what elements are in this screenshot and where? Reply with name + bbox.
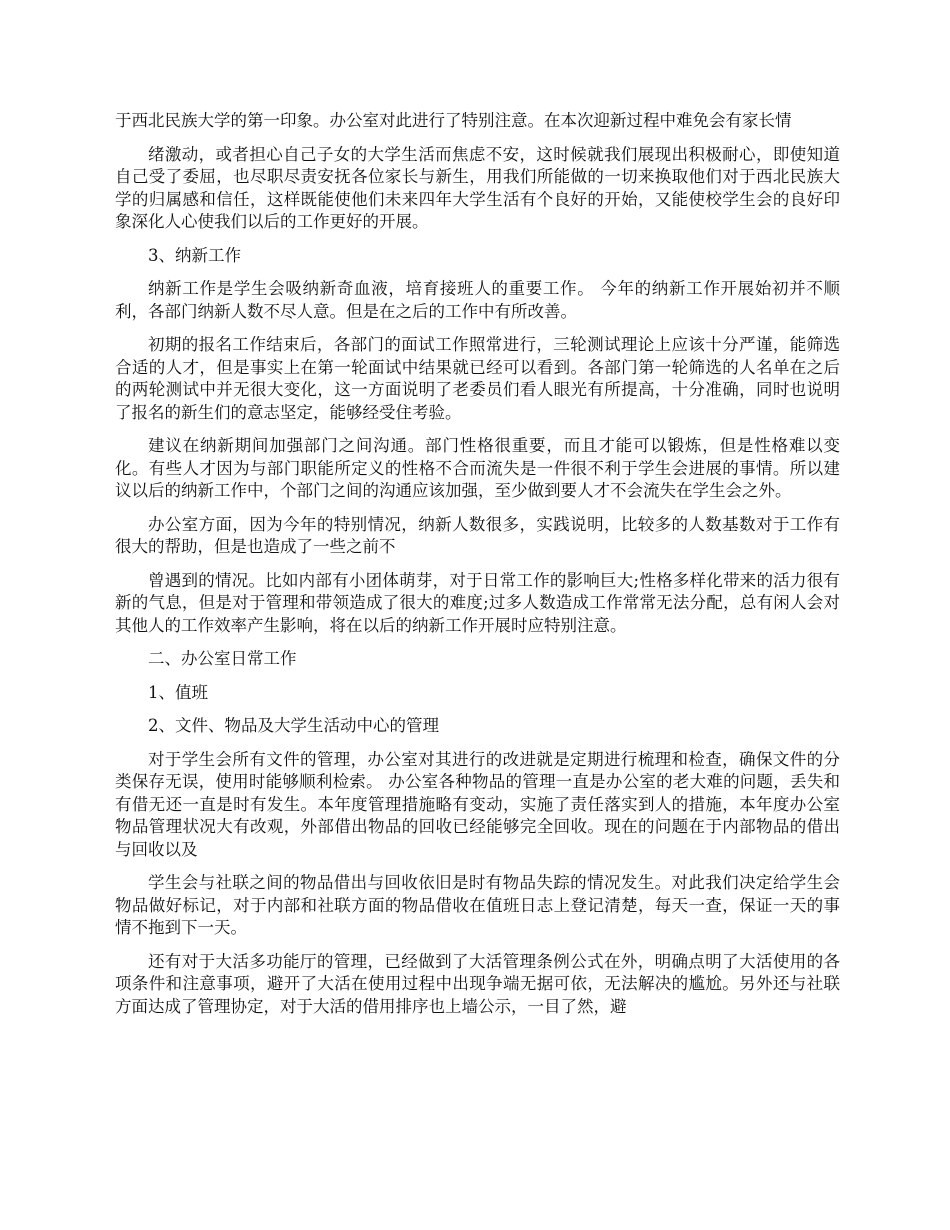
paragraph: 还有对于大活多功能厅的管理，已经做到了大活管理条例公式在外，明确点明了大活使用的各项条件和注意事项，避开了大活在使用过程中出现争端无据可依，无法解决的尴尬。另外还与社联方面达成了管理协定，对于大活的借用排序也上墙公示，一目了然，避 <box>115 951 840 1016</box>
document-page <box>115 110 840 1029</box>
paragraph: 建议在纳新期间加强部门之间沟通。部门性格很重要，而且才能可以锻炼，但是性格难以变化。有些人才因为与部门职能所定义的性格不合而流失是一件很不利于学生会进展的事情。所以建议以后的纳新工作中，个部门之间的沟通应该加强，至少做到要人才不会流失在学生会之外。 <box>115 436 840 500</box>
paragraph: 办公室方面，因为今年的特别情况，纳新人数很多，实践说明，比较多的人数基数对于工作有很大的帮助，但是也造成了一些之前不 <box>115 514 840 556</box>
paragraph: 曾遇到的情况。比如内部有小团体萌芽，对于日常工作的影响巨大;性格多样化带来的活力很有新的气息，但是对于管理和带领造成了很大的难度;过多人数造成工作常常无法分配，总有闲人会对其他人的工作效率产生影响，将在以后的纳新工作开展时应特别注意。 <box>115 570 840 635</box>
paragraph: 纳新工作是学生会吸纳新奇血液，培育接班人的重要工作。 今年的纳新工作开展始初并不顺利，各部门纳新人数不尽人意。但是在之后的工作中有所改善。 <box>115 279 840 321</box>
paragraph: 绪激动，或者担心自己子女的大学生活而焦虑不安，这时候就我们展现出积极耐心，即使知道自己受了委屈，也尽职尽责安抚各位家长与新生，用我们所能做的一切来换取他们对于西北民族大学的归属感和信任，这样既能使他们未来四年大学生活有个良好的开始，又能使校学生会的良好印象深化人心使我们以后的工作更好的开展。 <box>115 144 840 231</box>
paragraph: 初期的报名工作结束后，各部门的面试工作照常进行，三轮测试理论上应该十分严谨，能筛选合适的人才，但是事实上在第一轮面试中结果就已经可以看到。各部门第一轮筛选的人名单在之后的两轮测试中并无很大变化，这一方面说明了老委员们看人眼光有所提高，十分准确，同时也说明了报名的新生们的意志坚定，能够经受住考验。 <box>115 335 840 422</box>
section-heading: 2、文件、物品及大学生活动中心的管理 <box>148 716 439 735</box>
paragraph: 对于学生会所有文件的管理，办公室对其进行的改进就是定期进行梳理和检查，确保文件的分类保存无误，使用时能够顺利检索。 办公室各种物品的管理一直是办公室的老大难的问题，丢失和有借无还一直是时有发生。本年度管理措施略有变动，实施了责任落实到人的措施，本年度办公室物品管理状况大有改观，外部借出物品的回收已经能够完全回收。现在的问题在于内部物品的借出与回收以及 <box>115 749 840 859</box>
section-heading: 1、值班 <box>148 682 208 702</box>
section-heading: 3、纳新工作 <box>148 245 241 265</box>
paragraph: 学生会与社联之间的物品借出与回收依旧是时有物品失踪的情况发生。对此我们决定给学生会物品做好标记，对于内部和社联方面的物品借收在值班日志上登记清楚，每天一查，保证一天的事情不拖到下一天。 <box>115 873 840 937</box>
paragraph: 于西北民族大学的第一印象。办公室对此进行了特别注意。在本次迎新过程中难免会有家长情 <box>115 111 792 130</box>
section-heading: 二、办公室日常工作 <box>148 649 297 668</box>
